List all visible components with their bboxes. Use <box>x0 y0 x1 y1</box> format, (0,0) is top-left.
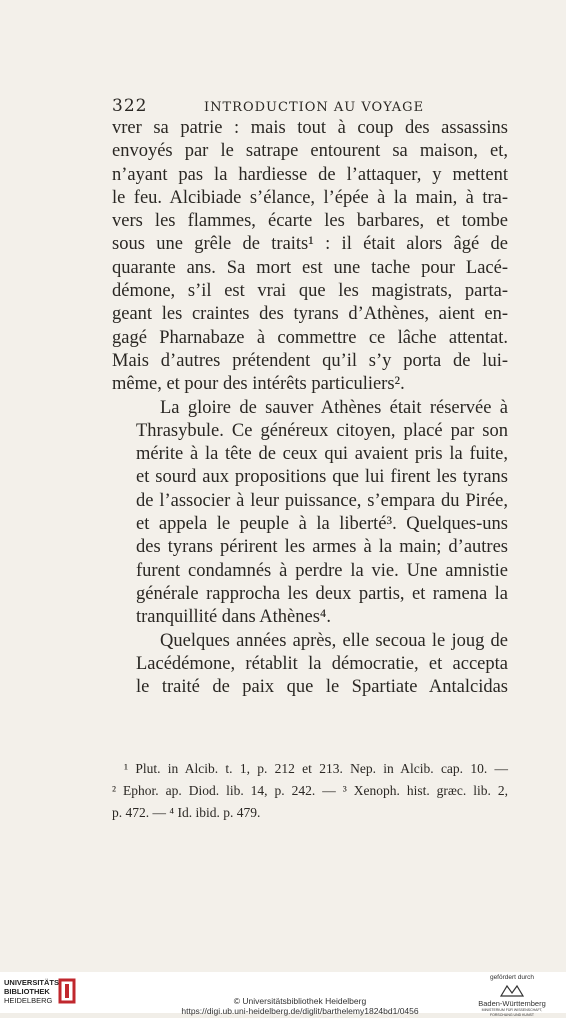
copyright-text: © Universitätsbibliothek Heidelberg <box>233 996 367 1006</box>
footer-info <box>130 996 470 1016</box>
text-line: geant les craintes des tyrans d’Athènes, aient en- <box>112 304 508 325</box>
text-line: des tyrans périrent les armes à la main; d’autres <box>136 537 508 558</box>
source-url-link[interactable]: https://digi.ub.uni-heidelberg.de/diglit/barthelemy1824bd1/0456 <box>181 1006 419 1016</box>
text-line: envoyés par le satrape entourent sa maison, et, <box>112 141 508 162</box>
text-line: vers les flammes, écarte les barbares, et tombe <box>112 211 508 232</box>
text-line: le traité de paix que le Spartiate Antalcidas <box>136 677 508 698</box>
library-name-line: BIBLIOTHEK <box>4 987 50 996</box>
library-name-line: UNIVERSITÄTS- <box>4 978 62 987</box>
text-line: gagé Pharnabaze à commettre ce lâche attentat. <box>112 327 508 348</box>
page-number: 322 <box>112 96 148 116</box>
text-line: Mais d’autres prétendent qu’il s’y porta de lui- <box>112 350 508 371</box>
sponsor-logo <box>472 974 552 1018</box>
body-text <box>112 117 508 699</box>
footnotes <box>112 758 508 824</box>
text-line: Thrasybule. Ce généreux citoyen, placé par son <box>136 420 508 441</box>
footnote-line: ¹ Plut. in Alcib. t. 1, p. 212 et 213. Nep. in Alcib. cap. 10. — <box>124 761 508 776</box>
text-line: vrer sa patrie : mais tout à coup des assassins <box>112 118 508 138</box>
footnote-line: p. 472. — ⁴ Id. ibid. p. 479. <box>112 805 261 820</box>
text-line: même, et pour des intérêts particuliers². <box>112 374 405 395</box>
footnote-line: ² Ephor. ap. Diod. lib. 14, p. 242. — ³ Xenoph. hist. græc. lib. 2, <box>112 783 508 798</box>
paragraph-2 <box>112 397 508 630</box>
text-line: et appela le peuple à la liberté³. Quelques-uns <box>136 514 508 535</box>
viewer-footer <box>0 972 566 1017</box>
running-title: INTRODUCTION AU VOYAGE <box>204 100 425 115</box>
text-line: Lacédémone, rétablit la démocratie, et accepta <box>136 653 508 674</box>
sponsor-label: gefördert durch <box>489 974 535 981</box>
library-logo-text <box>4 978 62 1005</box>
text-line: et sourd aux propositions que lui firent les tyrans <box>136 467 508 488</box>
library-name-line: HEIDELBERG <box>4 996 53 1005</box>
paragraph-3 <box>112 630 508 700</box>
sponsor-subtitle: MINISTERIUM FÜR WISSENSCHAFT, FORSCHUNG UND KUNST <box>481 1008 543 1017</box>
paragraph-1 <box>112 117 508 397</box>
crest-icon <box>499 984 525 998</box>
text-line: tranquillité dans Athènes⁴. <box>136 607 332 628</box>
text-line: le feu. Alcibiade s’élance, l’épée à la main, à tra- <box>112 187 508 208</box>
text-line: furent condamnés à perdre la vie. Une amnistie <box>136 560 508 581</box>
text-line: de l’associer à leur puissance, s’empara du Pirée, <box>136 490 508 511</box>
text-line: sous une grêle de traits¹ : il était alors âgé de <box>112 234 508 255</box>
text-line: Quelques années après, elle secoua le joug de <box>160 630 508 651</box>
text-line: mérite à la tête de ceux qui avaient pris la fuite, <box>136 444 508 465</box>
text-line: générale rapprocha les deux partis, et ramena la <box>136 583 508 604</box>
sponsor-name: Baden-Württemberg <box>478 999 546 1008</box>
library-logo-icon <box>58 978 78 1004</box>
text-line: n’ayant pas la hardiesse de l’attaquer, y mettent <box>112 164 508 185</box>
text-line: La gloire de sauver Athènes était réservée à <box>160 397 508 418</box>
text-line: quarante ans. Sa mort est une tache pour Lacé- <box>112 257 508 278</box>
text-line: démone, s’il est vrai que les magistrats, parta- <box>112 281 508 302</box>
